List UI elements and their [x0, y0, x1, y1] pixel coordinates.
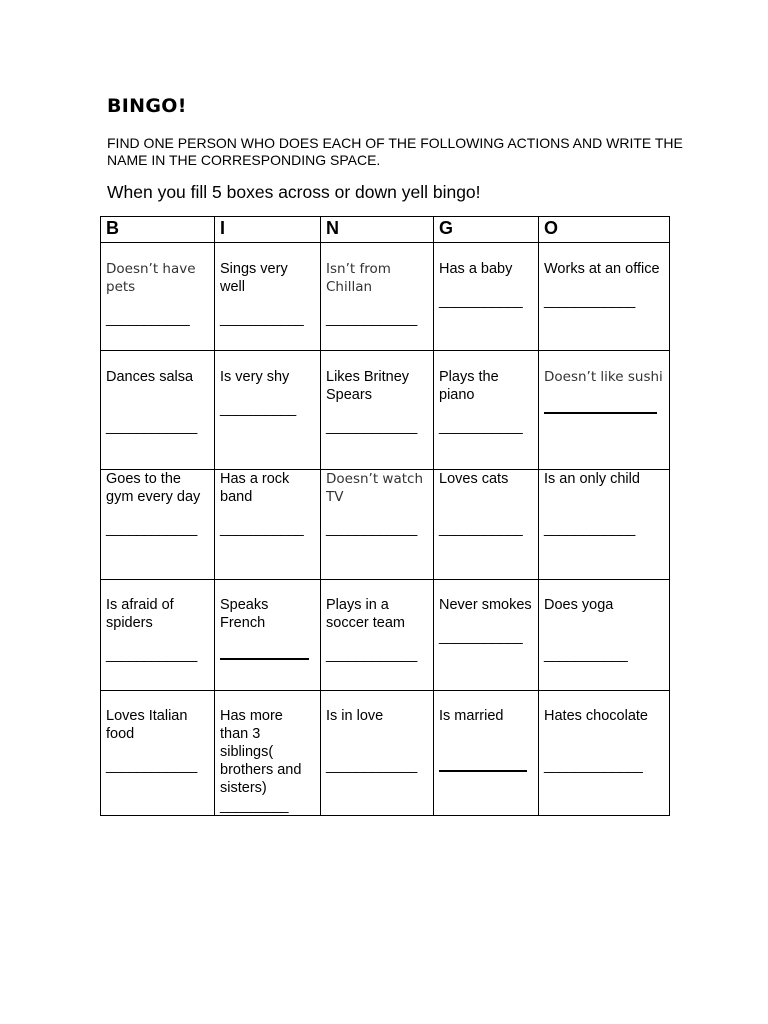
bingo-cell [321, 243, 434, 351]
name-blank[interactable]: ____________ [106, 419, 197, 435]
name-blank[interactable]: ____________ [326, 419, 417, 435]
name-blank[interactable]: ____________ [106, 647, 197, 663]
name-blank[interactable]: ___________ [544, 647, 628, 663]
bingo-cell [434, 470, 539, 580]
name-blank[interactable]: ____________ [544, 521, 635, 537]
bingo-cell [539, 243, 670, 351]
name-blank[interactable]: ___________ [439, 419, 523, 435]
bingo-cell [434, 243, 539, 351]
cell-prompt: Likes Britney Spears [326, 369, 410, 403]
bingo-cell [101, 580, 215, 691]
name-blank[interactable]: ___________ [106, 311, 190, 327]
table-row [101, 243, 670, 351]
cell-prompt: Loves Italian food [106, 708, 188, 742]
name-blank[interactable]: ____________ [106, 521, 197, 537]
bingo-cell [434, 351, 539, 470]
bingo-cell [321, 691, 434, 816]
name-line[interactable] [220, 658, 309, 660]
name-line[interactable] [439, 770, 527, 772]
bingo-cell [215, 580, 321, 691]
cell-prompt: Doesn’t like sushi [544, 369, 663, 385]
bingo-cell [539, 470, 670, 580]
instructions-text: FIND ONE PERSON WHO DOES EACH OF THE FOLLOWING ACTIONS AND WRITE THE NAME IN THE CORRESPONDING SPACE. [107, 135, 683, 168]
header-row [101, 217, 670, 243]
name-blank[interactable]: _________ [220, 798, 289, 814]
cell-prompt: Is an only child [544, 471, 640, 487]
name-blank[interactable]: _____________ [544, 758, 643, 774]
bingo-cell [539, 580, 670, 691]
name-blank[interactable]: ____________ [326, 521, 417, 537]
bingo-cell [215, 691, 321, 816]
name-blank[interactable]: ____________ [326, 647, 417, 663]
bingo-rule-text: When you fill 5 boxes across or down yell bingo! [107, 182, 481, 202]
bingo-cell [434, 580, 539, 691]
cell-prompt: Does yoga [544, 597, 614, 613]
name-blank[interactable]: ___________ [220, 311, 304, 327]
cell-prompt: Dances salsa [106, 369, 194, 385]
name-blank[interactable]: ____________ [326, 758, 417, 774]
header-o: O [539, 217, 670, 243]
table-row [101, 470, 670, 580]
cell-prompt: Goes to the gym every day [106, 471, 201, 505]
name-blank[interactable]: ___________ [439, 521, 523, 537]
name-blank[interactable]: ____________ [544, 293, 635, 309]
name-blank[interactable]: ___________ [439, 293, 523, 309]
cell-prompt: Doesn’t watch TV [326, 471, 424, 505]
cell-prompt: Works at an office [544, 261, 660, 277]
bingo-cell [434, 691, 539, 816]
bingo-cell [321, 580, 434, 691]
bingo-cell [215, 470, 321, 580]
cell-prompt: Is very shy [220, 369, 290, 385]
header-g: G [434, 217, 539, 243]
bingo-board [100, 216, 670, 816]
bingo-cell [539, 691, 670, 816]
table-row [101, 580, 670, 691]
bingo-cell [321, 470, 434, 580]
cell-prompt: Never smokes [439, 597, 532, 613]
name-blank[interactable]: ____________ [326, 311, 417, 327]
cell-prompt: Is married [439, 708, 504, 724]
name-blank[interactable]: ___________ [439, 629, 523, 645]
bingo-cell [101, 243, 215, 351]
cell-prompt: Hates chocolate [544, 708, 648, 724]
header-i: I [215, 217, 321, 243]
cell-prompt: Sings very well [220, 261, 288, 295]
name-blank[interactable]: __________ [220, 401, 296, 417]
cell-prompt: Has more than 3 siblings( brothers and sisters) [220, 708, 302, 796]
page-title: BINGO! [107, 95, 187, 117]
cell-prompt: Plays the piano [439, 369, 499, 403]
bingo-cell [215, 351, 321, 470]
cell-prompt: Doesn’t have pets [106, 261, 196, 295]
cell-prompt: Has a baby [439, 261, 513, 277]
cell-prompt: Has a rock band [220, 471, 290, 505]
bingo-cell [101, 691, 215, 816]
table-row [101, 691, 670, 816]
name-line[interactable] [544, 412, 657, 414]
bingo-cell [215, 243, 321, 351]
cell-prompt: Is in love [326, 708, 384, 724]
header-b: B [101, 217, 215, 243]
cell-prompt: Loves cats [439, 471, 509, 487]
bingo-cell [101, 351, 215, 470]
bingo-cell [539, 351, 670, 470]
table-row [101, 351, 670, 470]
header-n: N [321, 217, 434, 243]
cell-prompt: Is afraid of spiders [106, 597, 174, 631]
name-blank[interactable]: ___________ [220, 521, 304, 537]
name-blank[interactable]: ____________ [106, 758, 197, 774]
cell-prompt: Speaks French [220, 597, 269, 631]
bingo-cell [101, 470, 215, 580]
cell-prompt: Isn’t from Chillan [326, 261, 391, 295]
cell-prompt: Plays in a soccer team [326, 597, 405, 631]
bingo-cell [321, 351, 434, 470]
